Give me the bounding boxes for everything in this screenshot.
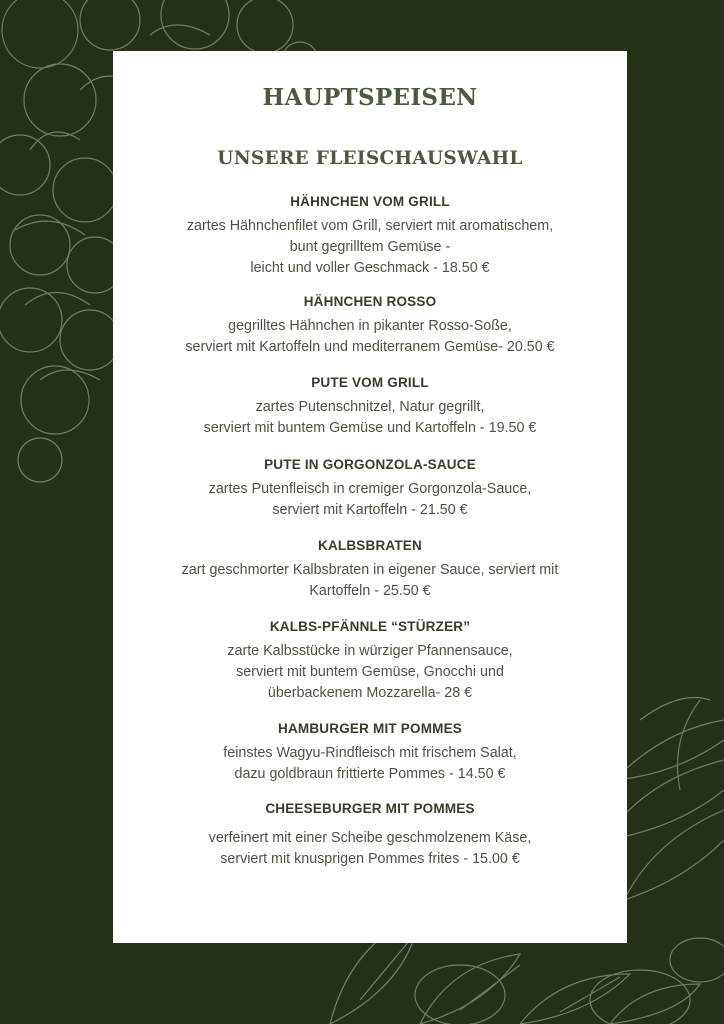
menu-item [113, 619, 627, 704]
dish-description-line: bunt gegrilltem Gemüse - [289, 239, 451, 255]
dish-name: CHEESEBURGER MIT POMMES [265, 801, 475, 816]
menu-item [113, 721, 627, 785]
dish-name: HAMBURGER MIT POMMES [278, 721, 462, 736]
dish-name: KALBS-PFÄNNLE “STÜRZER” [269, 619, 471, 634]
dish-description [113, 479, 627, 521]
dish-description-line: leicht und voller Geschmack - 18.50 € [250, 260, 490, 276]
menu-item [113, 801, 627, 870]
section-subtitle: UNSERE FLEISCHAUSWAHL [217, 148, 523, 169]
dish-name: PUTE VOM GRILL [311, 375, 429, 390]
dish-description-line: serviert mit buntem Gemüse, Gnocchi und [236, 664, 504, 680]
dish-description-line: serviert mit buntem Gemüse und Kartoffeln - 19.50 € [203, 420, 537, 436]
dish-description-line: zart geschmorter Kalbsbraten in eigener Sauce, serviert mit [181, 562, 559, 578]
dish-name: KALBSBRATEN [318, 538, 422, 553]
dish-name: HÄHNCHEN VOM GRILL [290, 194, 450, 209]
dish-name: HÄHNCHEN ROSSO [303, 294, 437, 309]
dish-name: PUTE IN GORGONZOLA-SAUCE [264, 457, 476, 472]
dish-description [113, 216, 627, 279]
menu-item [113, 294, 627, 358]
dish-description-line: gegrilltes Hähnchen in pikanter Rosso-Soße, [228, 318, 512, 334]
dish-description-line: zartes Putenschnitzel, Natur gegrillt, [255, 399, 485, 415]
dish-description-line: serviert mit Kartoffeln und mediterranem Gemüse- 20.50 € [185, 339, 555, 355]
dish-description [113, 828, 627, 870]
menu-item [113, 375, 627, 439]
dish-description-line: dazu goldbraun frittierte Pommes - 14.50 € [234, 766, 506, 782]
dish-description [113, 560, 627, 602]
dish-description-line: zartes Putenfleisch in cremiger Gorgonzola-Sauce, [208, 481, 532, 497]
dish-description [113, 743, 627, 785]
dish-description-line: zartes Hähnchenfilet vom Grill, serviert mit aromatischem, [186, 218, 554, 234]
page-title: HAUPTSPEISEN [262, 84, 478, 111]
dish-description [113, 316, 627, 358]
dish-description-line: serviert mit Kartoffeln - 21.50 € [272, 502, 468, 518]
dish-description [113, 641, 627, 704]
menu-card [113, 51, 627, 943]
dish-description-line: verfeinert mit einer Scheibe geschmolzenem Käse, [208, 830, 532, 846]
menu-item [113, 457, 627, 521]
dish-description [113, 397, 627, 439]
dish-description-line: überbackenem Mozzarella- 28 € [267, 685, 473, 701]
dish-description-line: serviert mit knusprigen Pommes frites - 15.00 € [220, 851, 520, 867]
menu-item [113, 194, 627, 279]
dish-description-line: Kartoffeln - 25.50 € [309, 583, 431, 599]
dish-description-line: zarte Kalbsstücke in würziger Pfannensauce, [227, 643, 513, 659]
menu-item [113, 538, 627, 602]
dish-description-line: feinstes Wagyu-Rindfleisch mit frischem Salat, [223, 745, 517, 761]
